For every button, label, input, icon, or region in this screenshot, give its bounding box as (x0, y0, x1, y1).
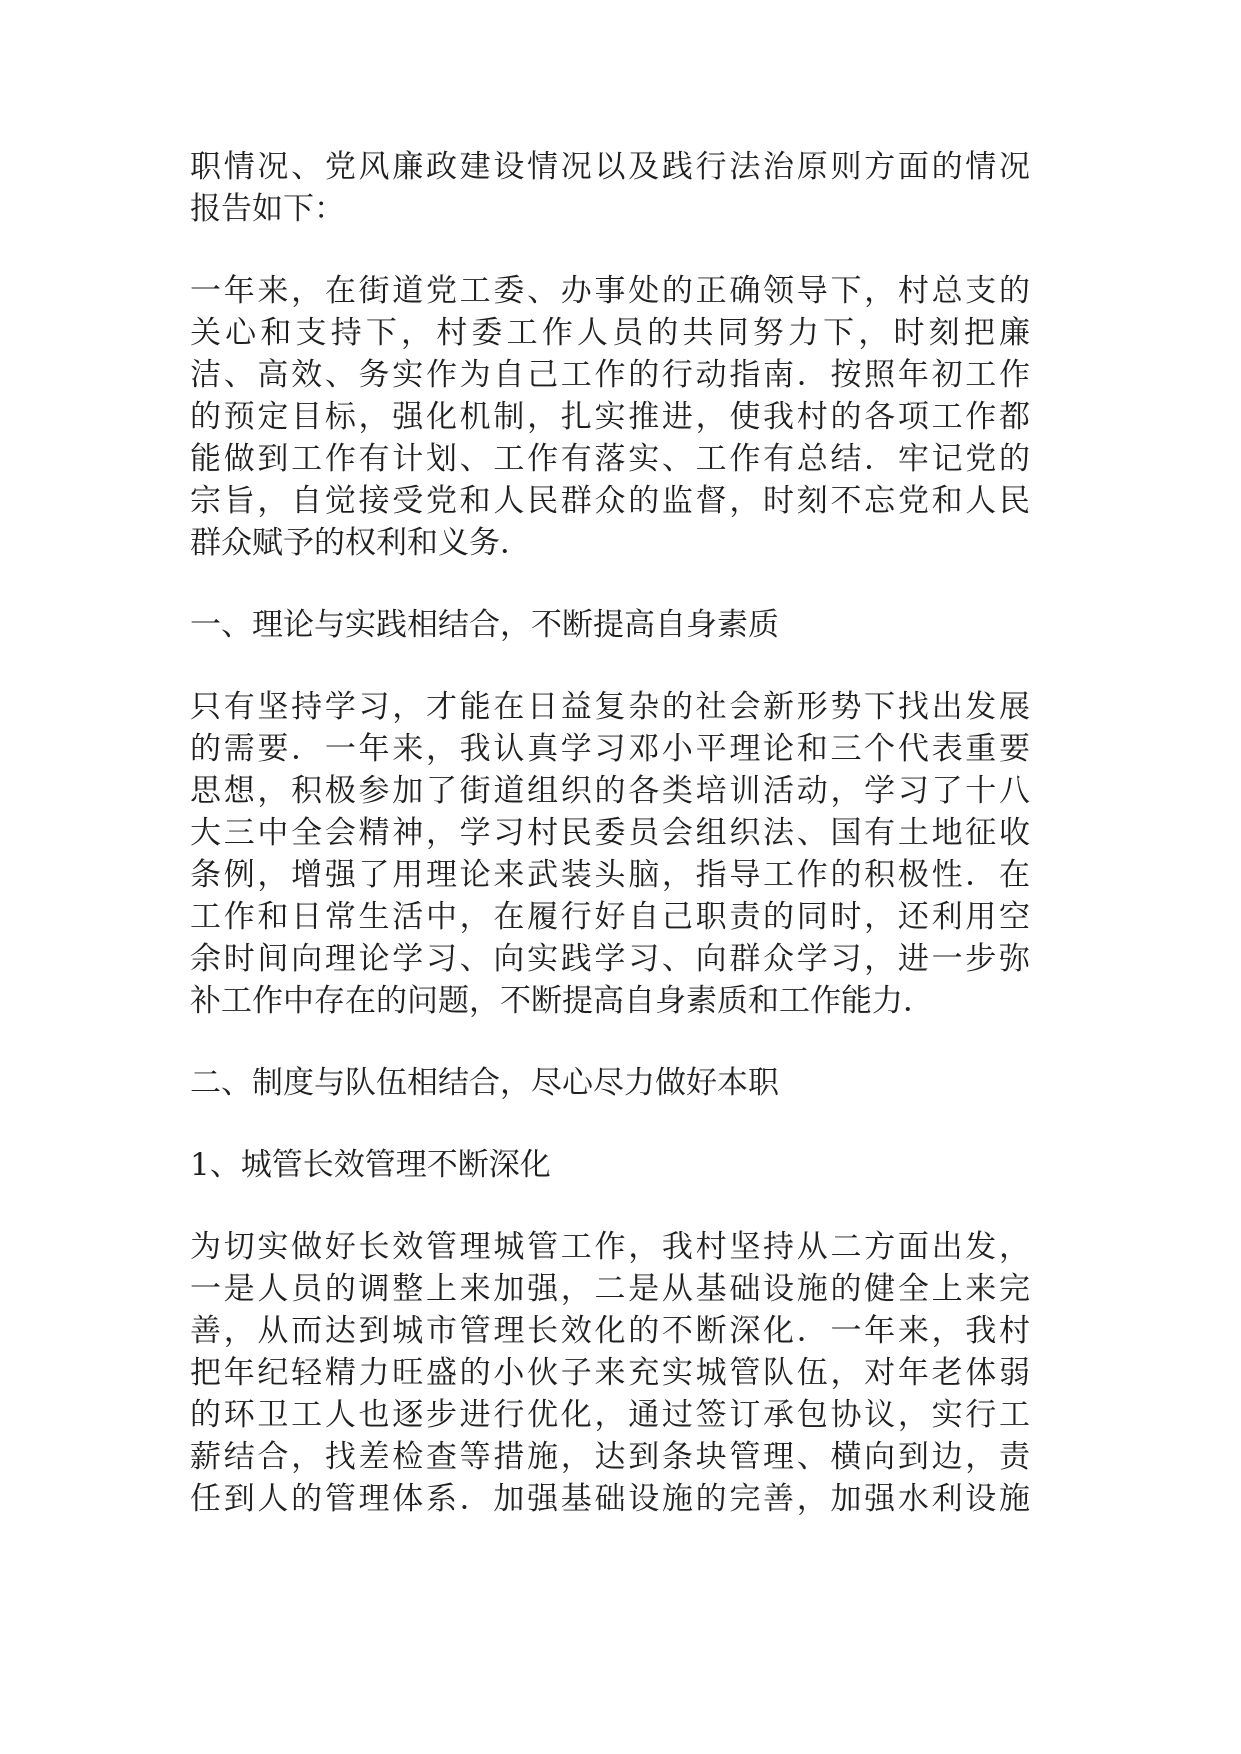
text-line: 能做到工作有计划、工作有落实、工作有总结．牢记党的 (190, 441, 1030, 477)
text-line: 善，从而达到城市管理长效化的不断深化．一年来，我村 (190, 1313, 1030, 1349)
text-line: 把年纪轻精力旺盛的小伙子来充实城管队伍，对年老体弱 (190, 1355, 1030, 1391)
text-line: 任到人的管理体系．加强基础设施的完善，加强水利设施 (190, 1481, 1030, 1517)
text-line: 职情况、党风廉政建设情况以及践行法治原则方面的情况 (190, 149, 1030, 185)
paragraph-theory (190, 686, 1030, 1022)
text-line: 余时间向理论学习、向实践学习、向群众学习，进一步弥 (190, 941, 1030, 977)
section-heading-2 (190, 1062, 1030, 1104)
paragraph-intro (190, 146, 1030, 230)
text-line: 为切实做好长效管理城管工作，我村坚持从二方面出发， (190, 1229, 1030, 1265)
text-line: 报告如下： (190, 191, 345, 227)
text-line: 工作和日常生活中，在履行好自己职责的同时，还利用空 (190, 899, 1030, 935)
text-line: 的需要．一年来，我认真学习邓小平理论和三个代表重要 (190, 731, 1030, 767)
text-line: 大三中全会精神，学习村民委员会组织法、国有土地征收 (190, 815, 1030, 851)
heading-text: 二、制度与队伍相结合，尽心尽力做好本职 (190, 1065, 779, 1101)
text-line: 思想，积极参加了街道组织的各类培训活动，学习了十八 (190, 773, 1030, 809)
subsection-heading-1 (190, 1144, 1030, 1186)
text-line: 宗旨，自觉接受党和人民群众的监督，时刻不忘党和人民 (190, 483, 1030, 519)
text-line: 关心和支持下，村委工作人员的共同努力下，时刻把廉 (190, 315, 1030, 351)
text-line: 洁、高效、务实作为自己工作的行动指南．按照年初工作 (190, 357, 1030, 393)
text-line: 群众赋予的权利和义务． (190, 525, 531, 561)
paragraph-urban-management (190, 1226, 1030, 1520)
text-line: 只有坚持学习，才能在日益复杂的社会新形势下找出发展 (190, 689, 1030, 725)
text-line: 的预定目标，强化机制，扎实推进，使我村的各项工作都 (190, 399, 1030, 435)
text-line: 一年来，在街道党工委、办事处的正确领导下，村总支的 (190, 273, 1030, 309)
text-line: 的环卫工人也逐步进行优化，通过签订承包协议，实行工 (190, 1397, 1030, 1433)
section-heading-1 (190, 604, 1030, 646)
text-line: 一是人员的调整上来加强，二是从基础设施的健全上来完 (190, 1271, 1030, 1307)
text-line: 补工作中存在的问题，不断提高自身素质和工作能力． (190, 983, 934, 1019)
heading-text: 1、城管长效管理不断深化 (190, 1147, 551, 1183)
document-body (190, 146, 1030, 1560)
paragraph-summary (190, 270, 1030, 564)
heading-text: 一、理论与实践相结合，不断提高自身素质 (190, 607, 779, 643)
text-line: 薪结合，找差检查等措施，达到条块管理、横向到边，责 (190, 1439, 1030, 1475)
text-line: 条例，增强了用理论来武装头脑，指导工作的积极性．在 (190, 857, 1030, 893)
